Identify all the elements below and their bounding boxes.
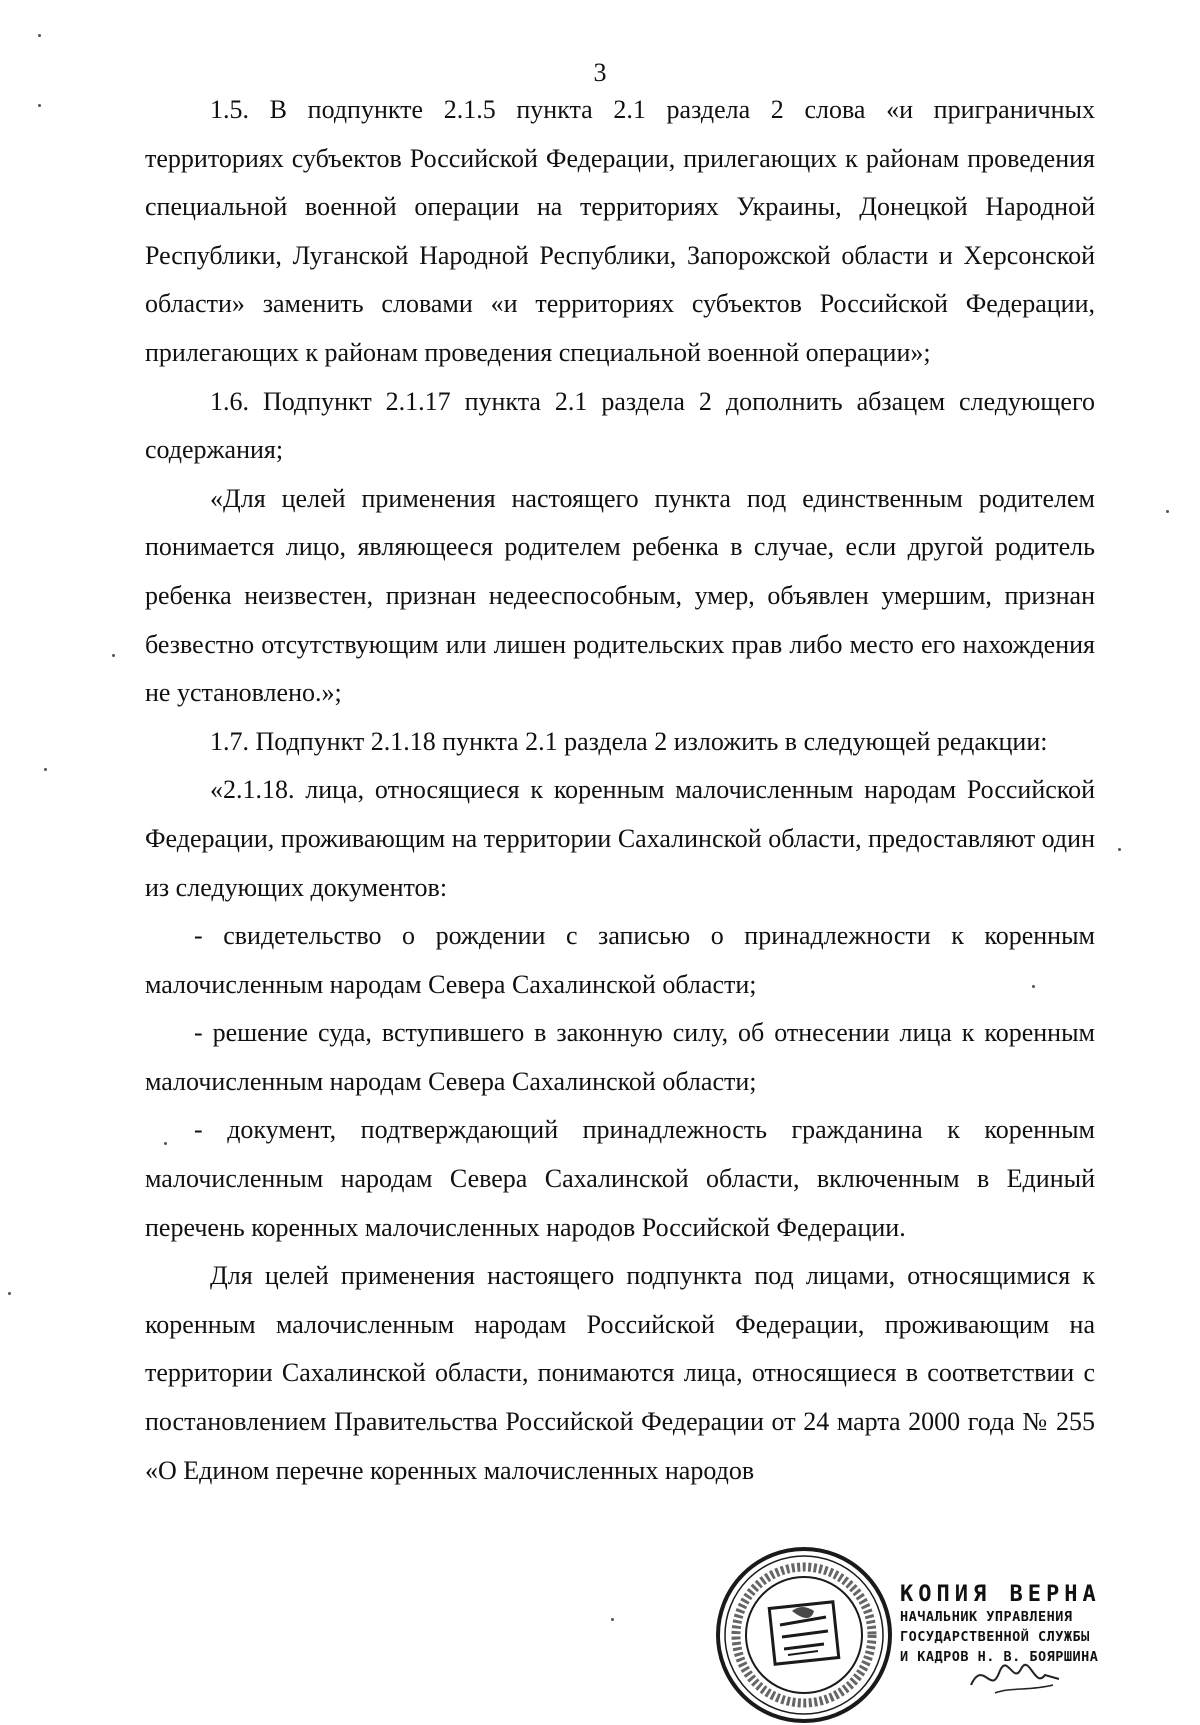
certification-title: КОПИЯ ВЕРНА	[900, 1582, 1101, 1607]
paragraph-2-1-18: «2.1.18. лица, относящиеся к коренным малочисленным народам Российской Федерации, проживающим на территории Сахалинской области, предоставляют один из следующих документов:	[145, 775, 1095, 902]
scan-speck	[38, 104, 41, 107]
certification-line-2: ГОСУДАРСТВЕННОЙ СЛУЖБЫ	[900, 1629, 1090, 1645]
scan-speck	[44, 768, 47, 771]
scan-speck	[611, 1618, 614, 1621]
scan-speck	[1118, 848, 1121, 851]
scan-speck	[1032, 985, 1035, 988]
scan-speck	[38, 34, 41, 37]
page-number: 3	[593, 58, 607, 87]
document-body	[145, 86, 1095, 1495]
handwritten-signature	[965, 1655, 1065, 1699]
certification-line-3: И КАДРОВ Н. В. БОЯРШИНА	[900, 1649, 1099, 1665]
official-seal-stamp	[714, 1545, 894, 1725]
list-item-court-decision: - решение суда, вступившего в законную силу, об отнесении лица к коренным малочисленным народам Севера Сахалинской области;	[145, 1018, 1095, 1096]
certification-line-1: НАЧАЛЬНИК УПРАВЛЕНИЯ	[900, 1609, 1073, 1625]
paragraph-1-7: 1.7. Подпункт 2.1.18 пункта 2.1 раздела 2 изложить в следующей редакции:	[210, 726, 1048, 756]
list-item-birth-certificate: - свидетельство о рождении с записью о принадлежности к коренным малочисленным народам Севера Сахалинской области;	[145, 921, 1095, 999]
list-item-document: - документ, подтверждающий принадлежность гражданина к коренным малочисленным народам Севера Сахалинской области, включенным в Единый перечень коренных малочисленных народов Российской Федерации.	[145, 1115, 1095, 1242]
scan-speck	[8, 1292, 11, 1295]
paragraph-definition: Для целей применения настоящего подпункта под лицами, относящимися к коренным малочисленным народам Российской Федерации, проживающим на территории Сахалинской области, понимаются лица, относящиеся в соответствии с постановлением Правительства Российской Федерации от 24 марта 2000 года № 255 «О Едином перечне коренных малочисленных народов	[145, 1261, 1095, 1485]
paragraph-quote-single-parent: «Для целей применения настоящего пункта под единственным родителем понимается лицо, являющееся родителем ребенка в случае, если другой родитель ребенка неизвестен, признан недееспособным, умер, объявлен умершим, признан безвестно отсутствующим или лишен родительских прав либо место его нахождения не установлено.»;	[145, 483, 1095, 708]
scan-speck	[164, 1142, 167, 1145]
paragraph-1-5: 1.5. В подпункте 2.1.5 пункта 2.1 раздела 2 слова «и приграничных территориях субъектов Российской Федерации, прилегающих к районам проведения специальной военной операции на территориях Украины, Донецкой Народной Республики, Луганской Народной Республики, Запорожской области и Херсонской области» заменить словами «и территориях субъектов Российской Федерации, прилегающих к районам проведения специальной военной операции»;	[145, 95, 1095, 367]
scan-speck	[112, 654, 115, 657]
paragraph-1-6: 1.6. Подпункт 2.1.17 пункта 2.1 раздела 2 дополнить абзацем следующего содержания;	[145, 386, 1095, 465]
scan-speck	[1166, 510, 1169, 513]
